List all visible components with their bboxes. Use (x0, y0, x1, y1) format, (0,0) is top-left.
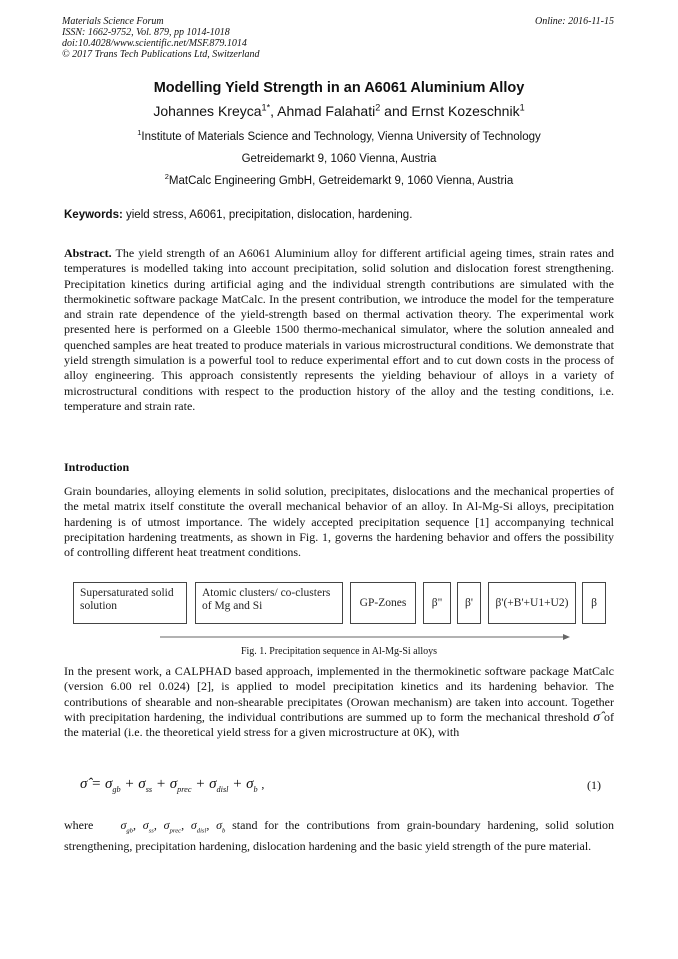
online-date: Online: 2016-11-15 (535, 16, 614, 27)
intro-paragraph-2 (64, 664, 614, 740)
author-separator: , (270, 103, 278, 119)
paper-title: Modelling Yield Strength in an A6061 Aluminium Alloy (153, 80, 525, 96)
journal-header (62, 16, 260, 60)
author-3: Ernst Kozeschnik (411, 103, 520, 119)
equation-comma: , (261, 777, 265, 791)
author-3-affil: 1 (519, 102, 525, 113)
affiliation-1-address: Getreidemarkt 9, 1060 Vienna, Austria (241, 153, 437, 165)
seq-box-clusters: Atomic clusters/ co-clusters of Mg and Si (195, 582, 343, 624)
author-2-affil: 2 (375, 102, 381, 113)
copyright-line: © 2017 Trans Tech Publications Ltd, Switzerland (62, 49, 260, 60)
seq-box-beta-prime-mix: β'(+B'+U1+U2) (488, 582, 576, 624)
intro-paragraph-2-text-cont: of the material (i.e. the theoretical yield stress for a given microstructure at 0K), with (64, 709, 614, 740)
seq-box-gp-zones: GP-Zones (350, 582, 416, 624)
author-line (0, 103, 678, 119)
affiliation-2-mark: 2 (164, 172, 169, 182)
journal-name: Materials Science Forum (62, 16, 164, 27)
keywords (64, 209, 412, 221)
intro-paragraph-1: Grain boundaries, alloying elements in solid solution, precipitates, dislocations and the mechanical properties of the metal matrix itself constitute the overall mechanical behavior of an alloy. In Al-Mg-Si alloys, precipitation hardening is of utmost importance. The widely accepted precipitation sequence [1] accompanying technical precipitation hardening treatments, as shown in Fig. 1, governs the hardening behavior and offers the possibility of controlling different heat treatment conditions. (64, 484, 614, 560)
sigma-symbols: $\sigma_{gb}$, $\sigma_{ss}$, $\sigma_{prec}$, $\sigma_{disl}$, $\sigma_b$ (120, 818, 226, 835)
keywords-text: yield stress, A6061, precipitation, dislocation, hardening. (122, 209, 413, 221)
sequence-arrow (160, 633, 570, 641)
author-1: Johannes Kreyca (153, 103, 262, 119)
affiliation-1-text: Institute of Materials Science and Technology, Vienna University of Technology (141, 131, 541, 143)
abstract-label: Abstract. (64, 246, 112, 260)
keywords-label: Keywords: (64, 209, 123, 221)
where-label: where (64, 818, 94, 832)
issn-line: ISSN: 1662-9752, Vol. 879, pp 1014-1018 (62, 27, 230, 38)
affiliation-2 (0, 172, 678, 187)
affiliation-2-text: MatCalc Engineering GmbH, Getreidemarkt 9, 1060 Vienna, Austria (168, 175, 514, 187)
abstract-text: The yield strength of an A6061 Aluminium alloy for different artificial ageing times, strain rates and temperatures is modelled taking into account precipitation, solid solution and dislocation forest strengthening. Precipitation kinetics during artificial aging and the individual strength contributions are simulated with the thermokinetic software package MatCalc. In the present contribution, we introduce the model for the temperature and strain rate dependence of the yield-strength based on thermal activation theory. The experimental work presented here is performed on a Gleeble 1500 thermo-mechanical simulator, where the solution annealed and quenched samples are heat treated to produce materials in various microstructural conditions. We demonstrate that yield strength simulation is a powerful tool to reduce experimental effort and to cut down costs in the process of alloy engineering. This approach consistently represents the yielding behaviour of alloys in a variety of microstructural conditions with respect to the production history of the alloy and the testing conditions, i.e. temperature and strain rate. (64, 246, 614, 413)
section-heading-introduction: Introduction (64, 460, 130, 474)
seq-box-beta-prime: β' (457, 582, 481, 624)
author-separator: and (380, 103, 412, 119)
sigma-hat-symbol: σ̂ (593, 709, 601, 725)
seq-box-supersaturated: Supersaturated solid solution (73, 582, 187, 624)
seq-box-beta: β (582, 582, 606, 624)
affiliation-1 (0, 128, 678, 143)
intro-paragraph-2-text: In the present work, a CALPHAD based approach, implemented in the thermokinetic software package MatCalc (version 6.00 rel 0.024) [2], is applied to model precipitation kinetics and its hardening behavior. The contributions of shearable and non-shearable precipitates (Orowan mechanism) are taken into account. Together with precipitation hardening, the individual contributions are summed up to form the mechanical threshold (64, 664, 614, 724)
author-1-affil: 1* (261, 102, 271, 113)
where-paragraph (64, 818, 614, 854)
abstract (64, 246, 614, 414)
seq-box-beta-double-prime: β" (423, 582, 451, 624)
equation-yield-stress: σ̂ = $\sigma_{gb} + \sigma_{ss} + \sigma_{prec} + \sigma_{disl} + \sigma_b$ , (80, 776, 265, 794)
author-2: Ahmad Falahati (277, 103, 376, 119)
where-text: stand for the contributions from grain-boundary hardening, solid solution strengthening, precipitation hardening, dislocation hardening and the basic yield strength of the pure material. (64, 818, 615, 853)
figure-caption: Fig. 1. Precipitation sequence in Al-Mg-Si alloys (240, 646, 438, 657)
affiliation-1-mark: 1 (137, 128, 142, 138)
equation-number: (1) (587, 778, 601, 792)
doi-line: doi:10.4028/www.scientific.net/MSF.879.1014 (62, 38, 247, 49)
